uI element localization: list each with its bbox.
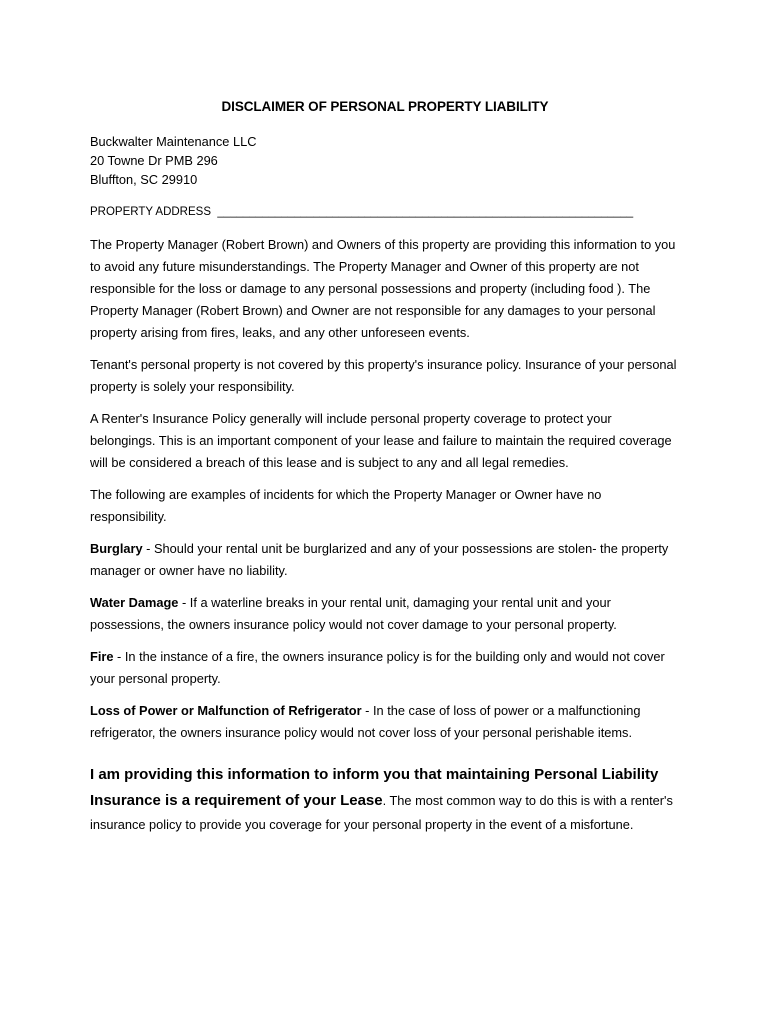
- company-name: Buckwalter Maintenance LLC: [90, 134, 257, 149]
- property-address-field[interactable]: _________________________________________________________________: [217, 206, 634, 218]
- incident-refrigerator: [90, 700, 680, 744]
- document-page: [90, 96, 680, 846]
- incident-text: - Should your rental unit be burglarized and any of your possessions are stolen- the property manager or owner have no liability.: [90, 541, 669, 578]
- property-address-line: [90, 201, 680, 223]
- incident-text: - In the case of loss of power or a malfunctioning refrigerator, the owners insurance policy would not cover loss of your personal perishable items.: [90, 703, 641, 740]
- intro-paragraph: The Property Manager (Robert Brown) and Owners of this property are providing this information to you to avoid any future misunderstandings. The Property Manager and Owner of this property are not responsible for the loss or damage to any personal possessions and property (including food ). The Property Manager (Robert Brown) and Owner are not responsible for any damages to your personal property arising from fires, leaks, and any other unforeseen events.: [90, 237, 676, 340]
- incident-term: Fire: [90, 649, 114, 664]
- closing-lead: I am providing this information to inform you that maintaining Personal Liability Insurance is a requirement of your Lease: [90, 766, 659, 809]
- insurance-paragraph: Tenant's personal property is not covered by this property's insurance policy. Insurance of your personal property is solely your responsibility.: [90, 357, 677, 394]
- incident-term: Water Damage: [90, 595, 179, 610]
- incident-burglary: [90, 538, 680, 582]
- company-street: 20 Towne Dr PMB 296: [90, 153, 218, 168]
- document-title: DISCLAIMER OF PERSONAL PROPERTY LIABILITY: [221, 99, 549, 114]
- company-address-block: [90, 132, 680, 189]
- incident-term: Loss of Power or Malfunction of Refrigerator: [90, 703, 362, 718]
- incident-fire: [90, 646, 680, 690]
- incident-term: Burglary: [90, 541, 143, 556]
- company-city: Bluffton, SC 29910: [90, 172, 198, 187]
- closing-rest: . The most common way to do this is with a renter's insurance policy to provide you coverage for your personal property in the event of a misfortune.: [90, 793, 673, 832]
- incident-text: - In the instance of a fire, the owners insurance policy is for the building only and would not cover your personal property.: [90, 649, 665, 686]
- incident-text: - If a waterline breaks in your rental unit, damaging your rental unit and your possessions, the owners insurance policy would not cover damage to your personal property.: [90, 595, 617, 632]
- renters-insurance-paragraph: A Renter's Insurance Policy generally will include personal property coverage to protect your belongings. This is an important component of your lease and failure to maintain the required coverage will be considered a breach of this lease and is subject to any and all legal remedies.: [90, 411, 672, 470]
- property-address-label: PROPERTY ADDRESS: [90, 206, 212, 218]
- incident-water-damage: [90, 592, 680, 636]
- closing-paragraph: [90, 762, 680, 836]
- examples-intro-paragraph: The following are examples of incidents for which the Property Manager or Owner have no responsibility.: [90, 487, 602, 524]
